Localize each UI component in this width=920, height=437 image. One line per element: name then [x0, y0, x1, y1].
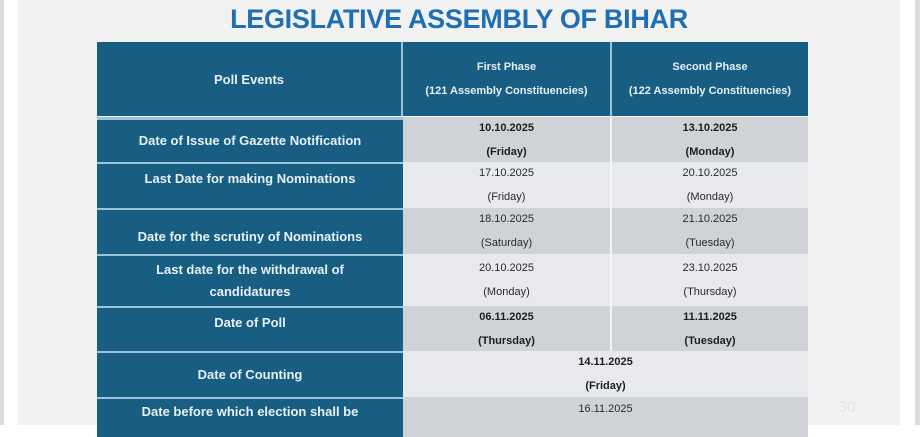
header-label: Second Phase — [672, 61, 748, 73]
event-label: Date before which election shall be — [141, 404, 359, 419]
slide — [18, 0, 900, 425]
combined-phase-cell — [403, 351, 808, 397]
date-value: 13.10.2025 — [682, 121, 738, 134]
second-phase-cell — [612, 208, 808, 254]
day-value: (Saturday) — [480, 237, 533, 249]
event-label: Last Date for making Nominations — [144, 171, 356, 186]
event-label: Date of Counting — [197, 367, 303, 382]
event-label: Date of Issue of Gazette Notification — [138, 133, 362, 148]
date-value: 16.11.2025 — [578, 403, 633, 415]
date-value: 21.10.2025 — [682, 213, 738, 225]
header-second-phase — [612, 42, 808, 116]
first-phase-cell — [403, 117, 612, 162]
date-value: 20.10.2025 — [682, 167, 738, 179]
second-phase-cell — [612, 254, 808, 306]
table-header — [97, 42, 808, 116]
event-cell — [97, 306, 403, 351]
header-label: First Phase — [476, 61, 537, 73]
header-sublabel: (121 Assembly Constituencies) — [425, 85, 588, 97]
slide-title: LEGISLATIVE ASSEMBLY OF BIHAR — [230, 4, 688, 34]
header-first-phase — [403, 42, 612, 116]
event-cell — [97, 254, 403, 306]
day-value: (Friday) — [487, 191, 526, 203]
first-phase-cell — [403, 208, 612, 254]
date-value: 20.10.2025 — [478, 262, 535, 274]
day-value: (Monday) — [686, 191, 734, 203]
date-value: 23.10.2025 — [682, 262, 738, 274]
date-value: 18.10.2025 — [478, 213, 535, 225]
event-label-line2: candidatures — [209, 284, 291, 299]
first-phase-cell — [403, 162, 612, 208]
table-row — [97, 117, 808, 162]
day-value: (Tuesday) — [685, 237, 735, 249]
day-value: (Friday) — [585, 380, 626, 392]
day-value: (Monday) — [685, 145, 735, 158]
day-value: (Monday) — [483, 286, 530, 298]
day-value: (Thursday) — [478, 334, 535, 347]
page-number: 30 — [838, 399, 856, 416]
header-sublabel: (122 Assembly Constituencies) — [628, 85, 792, 97]
table-row — [97, 306, 808, 351]
second-phase-cell — [612, 117, 808, 162]
header-label: Poll Events — [213, 71, 285, 87]
right-edge — [915, 0, 920, 425]
day-value: (Friday) — [486, 145, 527, 158]
combined-phase-cell — [403, 397, 808, 437]
table-row — [97, 254, 808, 306]
day-value: (Tuesday) — [684, 334, 736, 347]
first-phase-cell — [403, 306, 612, 351]
date-value: 11.11.2025 — [683, 310, 737, 323]
date-value: 17.10.2025 — [478, 167, 535, 179]
event-label: Date of Poll — [214, 315, 286, 330]
event-cell — [97, 397, 403, 437]
event-cell — [97, 117, 403, 162]
date-value: 14.11.2025 — [578, 356, 633, 368]
table-row — [97, 351, 808, 397]
date-value: 10.10.2025 — [478, 121, 535, 134]
table-row — [97, 397, 808, 437]
header-poll-events — [97, 42, 403, 116]
event-cell — [97, 208, 403, 254]
day-value: (Thursday) — [683, 286, 737, 298]
event-label-line1: Last date for the withdrawal of — [156, 262, 344, 277]
second-phase-cell — [612, 162, 808, 208]
event-label: Date for the scrutiny of Nominations — [137, 229, 363, 244]
event-cell — [97, 351, 403, 397]
table-row — [97, 208, 808, 254]
left-edge — [0, 0, 4, 425]
date-value: 06.11.2025 — [479, 310, 534, 323]
event-cell — [97, 162, 403, 208]
table-row — [97, 162, 808, 208]
first-phase-cell — [403, 254, 612, 306]
second-phase-cell — [612, 306, 808, 351]
